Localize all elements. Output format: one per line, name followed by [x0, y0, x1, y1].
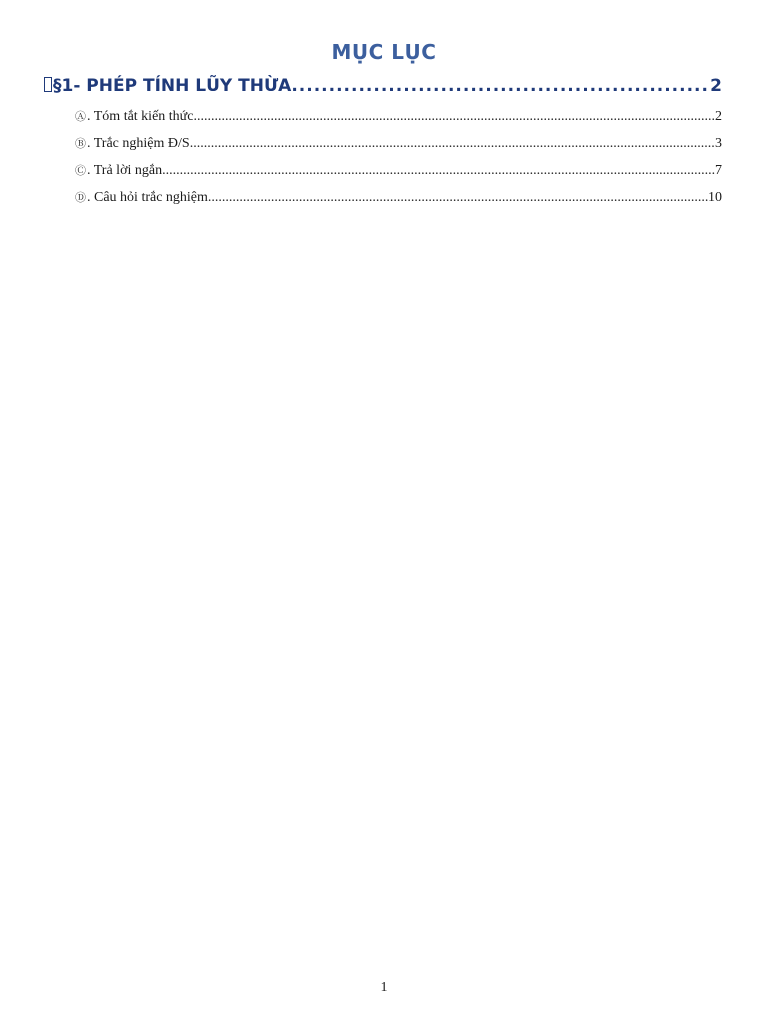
toc-entry-label-wrap — [75, 135, 190, 152]
toc-entry-page: 3 — [715, 136, 722, 151]
dot-leader — [193, 109, 715, 125]
toc-entry-page: 7 — [715, 163, 722, 178]
dot-leader — [291, 76, 710, 96]
circled-b-icon: Ⓑ — [75, 138, 86, 150]
circled-a-icon: Ⓐ — [75, 111, 86, 123]
dot-leader — [190, 136, 715, 152]
toc-entry-page: 2 — [715, 109, 722, 124]
dot-leader — [208, 190, 708, 206]
toc-entry-main-label: §1- PHÉP TÍNH LŨY THỪA — [53, 76, 292, 96]
toc-entry-label-wrap — [75, 162, 162, 179]
missing-glyph-icon — [44, 77, 52, 92]
toc-entry-summary[interactable] — [75, 108, 722, 125]
toc-entry-label-wrap — [75, 189, 208, 206]
toc-title: MỤC LỤC — [331, 40, 437, 64]
toc-entry-main-page: 2 — [710, 76, 722, 96]
dot-leader — [162, 163, 715, 179]
toc-entry-page: 10 — [708, 190, 722, 205]
toc-entry-label: . Trả lời ngắn — [87, 163, 163, 178]
toc-entry-short-answer[interactable] — [75, 162, 722, 179]
toc-entry-main-label-wrap — [44, 76, 291, 96]
toc-entry-label: . Câu hỏi trắc nghiệm — [87, 190, 208, 205]
page-number: 1 — [380, 980, 388, 995]
toc-entry-main[interactable] — [44, 76, 722, 96]
toc-entry-label-wrap — [75, 108, 193, 125]
toc-entry-true-false[interactable] — [75, 135, 722, 152]
toc-entry-multiple-choice[interactable] — [75, 189, 722, 206]
circled-c-icon: Ⓒ — [75, 165, 86, 177]
circled-d-icon: Ⓓ — [75, 192, 86, 204]
toc-entry-label: . Tóm tắt kiến thức — [87, 109, 194, 124]
toc-entry-label: . Trắc nghiệm Đ/S — [87, 136, 190, 151]
